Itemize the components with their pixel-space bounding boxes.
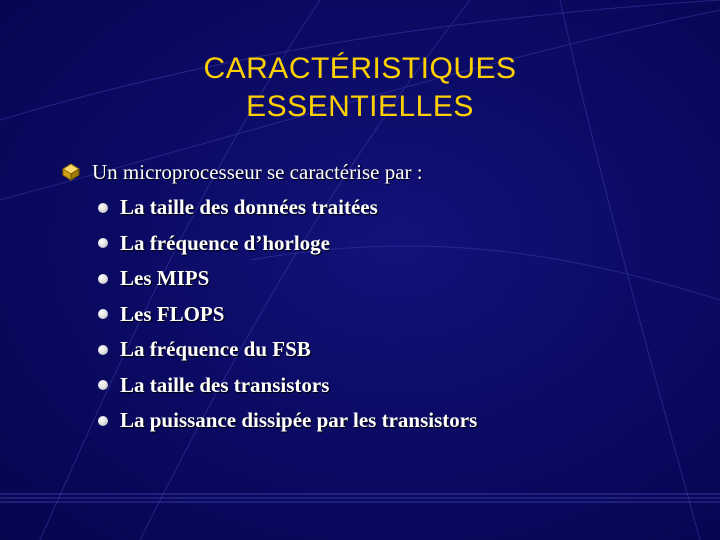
white-dot-icon	[98, 309, 108, 319]
white-dot-icon	[98, 274, 108, 284]
list-item	[98, 368, 477, 404]
list-item-text: Les MIPS	[120, 266, 210, 291]
list-item-text: La fréquence du FSB	[120, 337, 311, 362]
list-item	[98, 226, 477, 262]
white-dot-icon	[98, 380, 108, 390]
white-dot-icon	[98, 345, 108, 355]
list-item	[98, 403, 477, 439]
white-dot-icon	[98, 416, 108, 426]
main-bullet-item	[62, 158, 423, 186]
gold-gem-bullet-icon	[62, 163, 80, 181]
bottom-decorative-bar	[0, 488, 720, 540]
white-dot-icon	[98, 203, 108, 213]
main-bullet-text: Un microprocesseur se caractérise par :	[92, 159, 423, 184]
slide-title	[140, 50, 580, 126]
title-line-2: ESSENTIELLES	[246, 90, 474, 123]
list-item	[98, 332, 477, 368]
list-item-text: La taille des données traitées	[120, 195, 378, 220]
list-item	[98, 190, 477, 226]
list-item-text: La puissance dissipée par les transistors	[120, 408, 478, 433]
list-item-text: Les FLOPS	[120, 301, 225, 326]
title-line-1: CARACTÉRISTIQUES	[203, 52, 517, 85]
list-item	[98, 297, 477, 333]
list-item	[98, 261, 477, 297]
sub-bullet-list	[98, 190, 477, 439]
white-dot-icon	[98, 238, 108, 248]
list-item-text: La taille des transistors	[120, 372, 330, 397]
list-item-text: La fréquence d’horloge	[120, 230, 330, 255]
